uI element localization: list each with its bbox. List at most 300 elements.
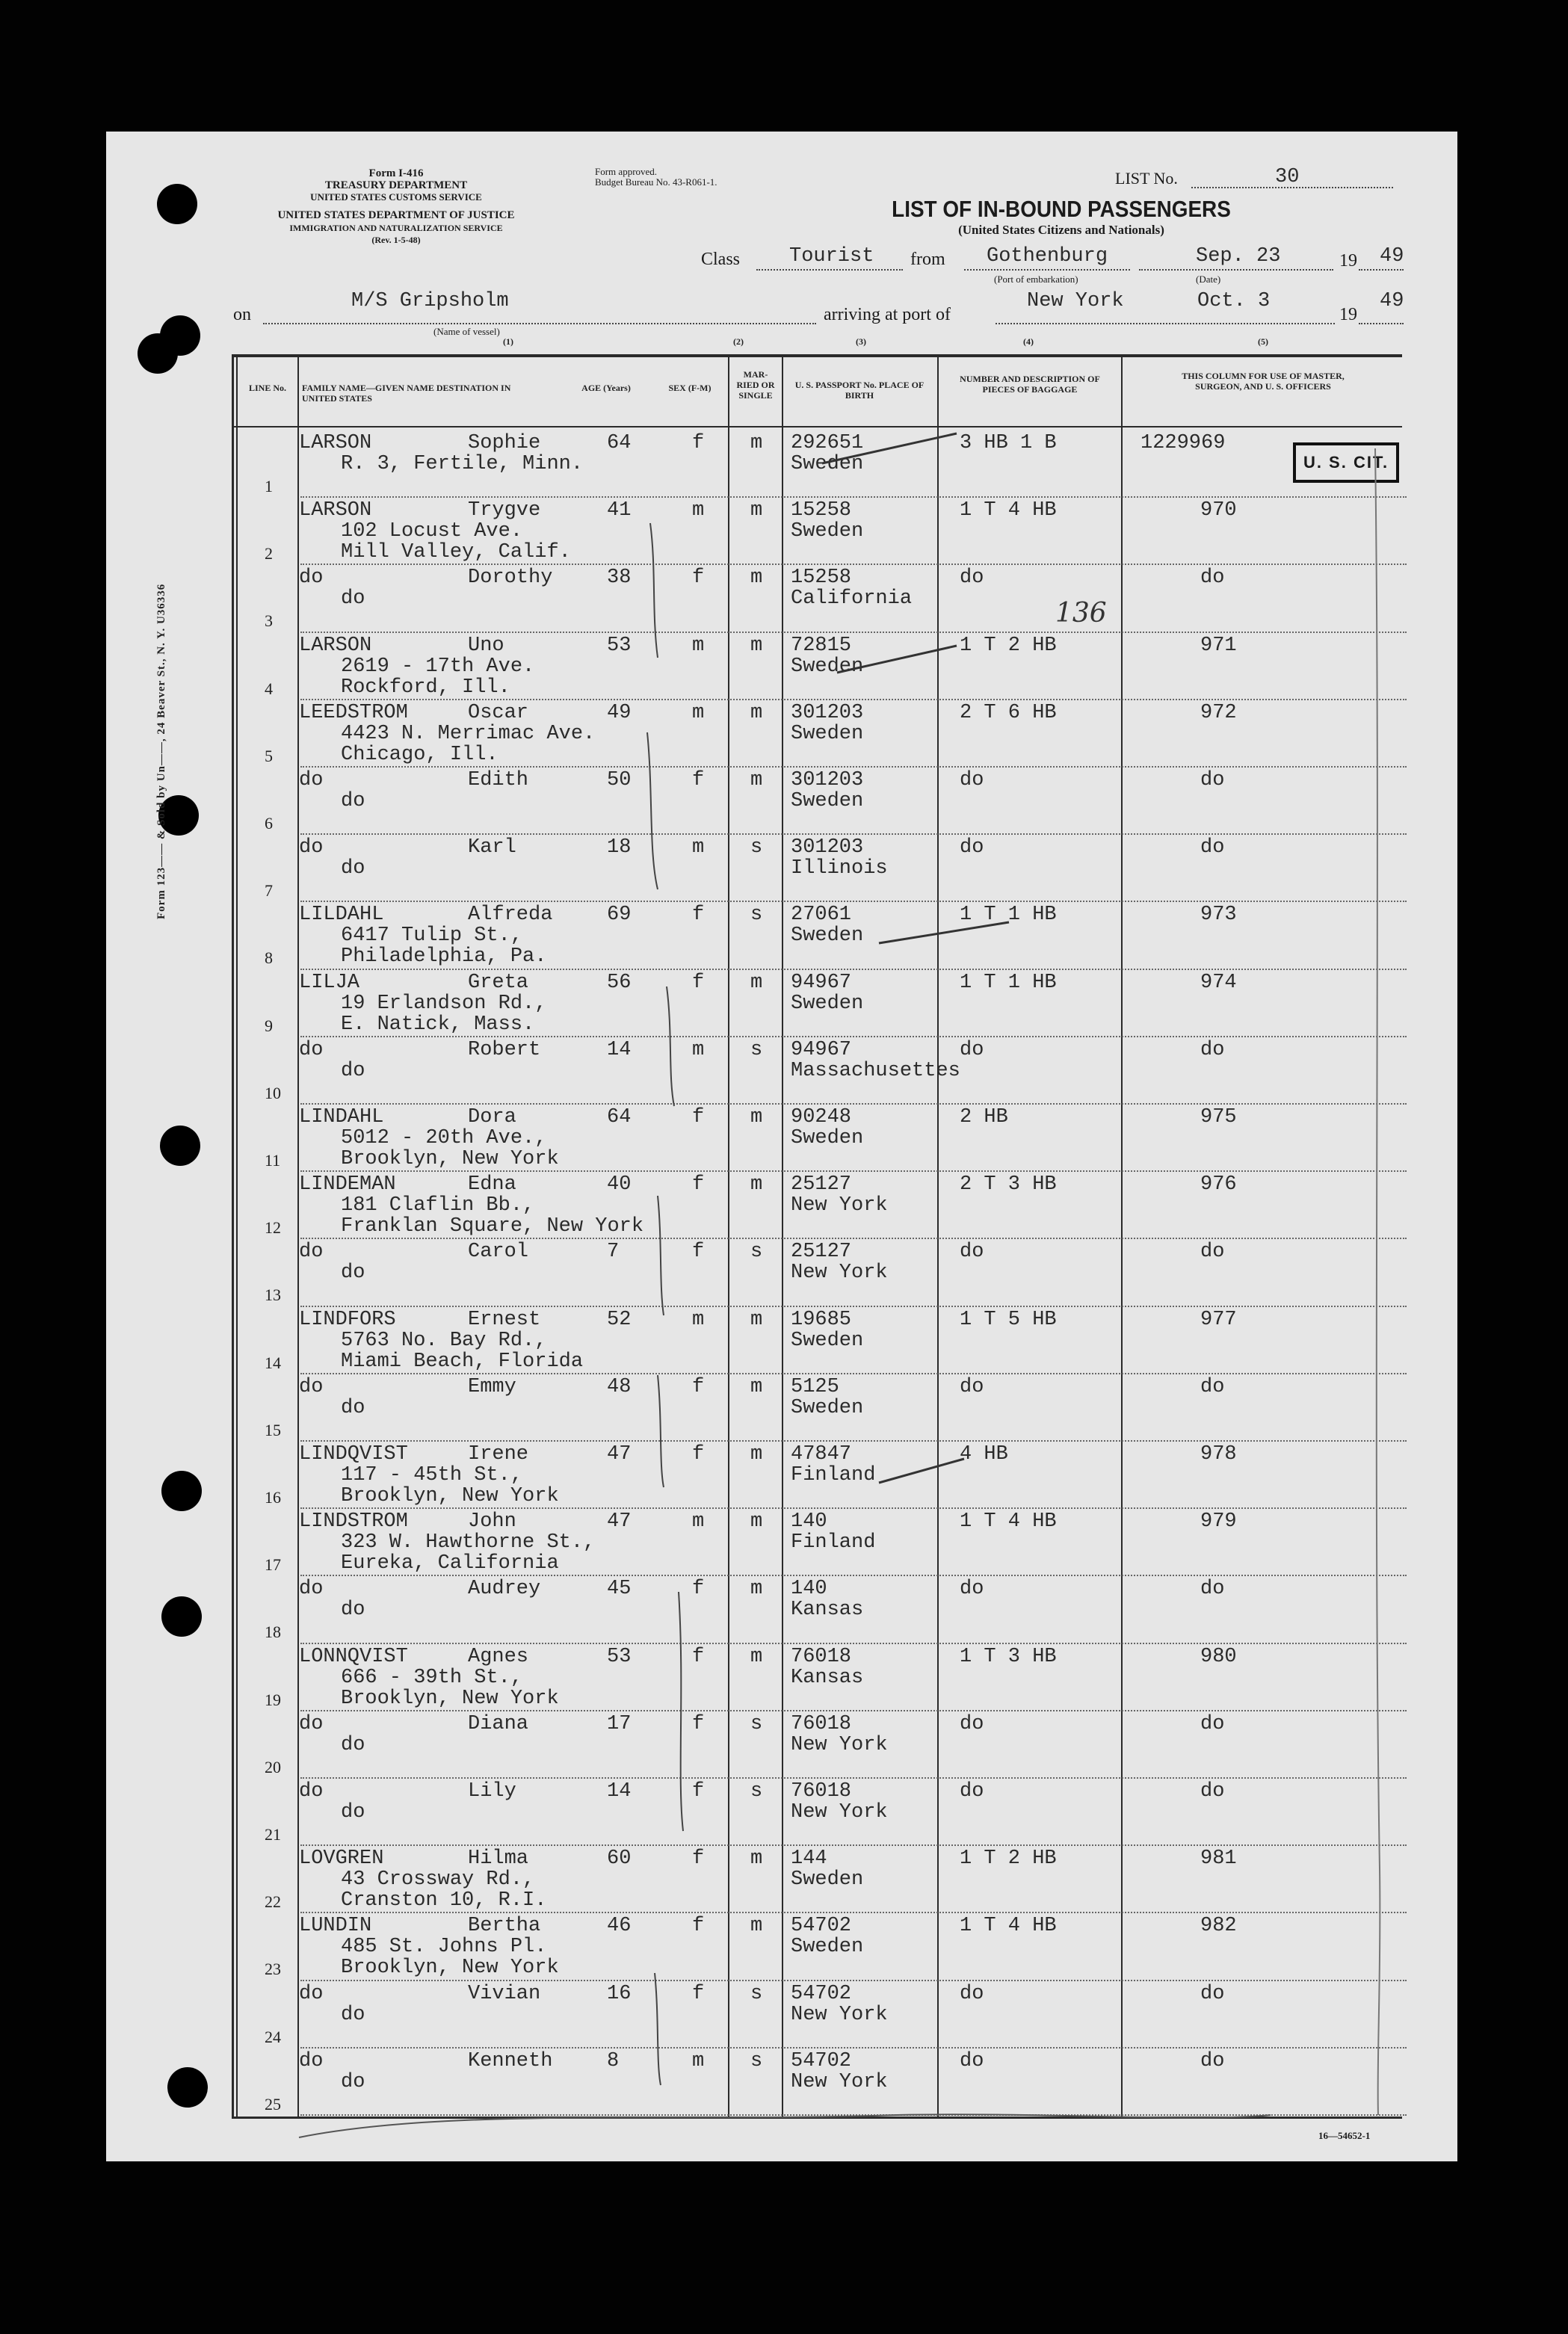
marital-status: m: [750, 971, 763, 994]
marital-status: m: [750, 769, 763, 791]
line-number: 6: [265, 814, 273, 833]
place-of-birth: Sweden: [791, 790, 864, 812]
address-line-1: 4423 N. Merrimac Ave.: [341, 722, 596, 745]
place-of-birth: Kansas: [791, 1666, 864, 1689]
place-of-birth: Sweden: [791, 1868, 864, 1892]
address-line-1: do: [341, 857, 365, 880]
address-line-2: Cranston 10, R.I.: [341, 1889, 547, 1912]
passport-number: 72815: [791, 634, 852, 657]
given-name: Alfreda: [468, 904, 553, 927]
place-of-birth: California: [791, 587, 913, 611]
sex: f: [692, 566, 705, 590]
family-name: LINDFORS: [299, 1308, 396, 1331]
baggage: 1 T 4 HB: [960, 1915, 1057, 1938]
place-of-birth: Finland: [791, 1531, 876, 1555]
passport-number: 47847: [791, 1443, 852, 1466]
family-name: do: [299, 1780, 324, 1803]
age: 60: [607, 1847, 632, 1871]
officer-number: do: [1200, 1712, 1225, 1735]
passport-number: 301203: [791, 769, 864, 791]
address-line-1: do: [341, 1733, 365, 1756]
officer-number: do: [1200, 1780, 1225, 1803]
age: 49: [607, 701, 632, 724]
sex: f: [692, 904, 705, 927]
officer-number: 973: [1200, 904, 1237, 927]
baggage: do: [960, 769, 984, 791]
marital-status: s: [750, 904, 763, 927]
col-header-passport: U. S. PASSPORT No. PLACE OF BIRTH: [794, 380, 925, 401]
line-number: 19: [265, 1690, 281, 1709]
baggage: do: [960, 836, 984, 859]
line-number: 12: [265, 1218, 281, 1238]
given-name: Irene: [468, 1443, 529, 1466]
address-line-2: Brooklyn, New York: [341, 1148, 559, 1170]
family-name: LINDAHL: [299, 1106, 384, 1129]
baggage: 2 HB: [960, 1106, 1008, 1129]
address-line-2: Brooklyn, New York: [341, 1485, 559, 1507]
address-line-2: Brooklyn, New York: [341, 1687, 559, 1710]
class-label: Class: [701, 250, 741, 269]
line-number: 24: [265, 2027, 281, 2046]
marital-status: s: [750, 1241, 763, 1264]
family-name: LEEDSTROM: [299, 701, 408, 724]
place-of-birth: Sweden: [791, 924, 864, 948]
baggage: 3 HB 1 B: [960, 432, 1057, 454]
age: 50: [607, 769, 632, 791]
place-of-birth: Sweden: [791, 1329, 864, 1352]
marital-status: m: [750, 499, 763, 522]
place-of-birth: Sweden: [791, 992, 864, 1015]
family-name: do: [299, 2049, 324, 2072]
arrival-port: New York: [1027, 290, 1124, 312]
address-line-2: Miami Beach, Florida: [341, 1350, 584, 1373]
given-name: Edith: [468, 769, 529, 791]
address-line-2: Mill Valley, Calif.: [341, 541, 571, 564]
sex: f: [692, 1712, 705, 1735]
address-line-1: 666 - 39th St.,: [341, 1666, 523, 1689]
marital-status: m: [750, 1375, 763, 1398]
address-line-2: Rockford, Ill.: [341, 676, 510, 699]
baggage: do: [960, 1712, 984, 1735]
passport-number: 5125: [791, 1375, 839, 1398]
from-label: from: [910, 250, 945, 269]
age: 14: [607, 1780, 632, 1803]
address-line-1: R. 3, Fertile, Minn.: [341, 453, 584, 475]
date-caption: (Date): [1196, 274, 1221, 285]
line-number: 25: [265, 2094, 281, 2114]
family-name: LINDQVIST: [299, 1443, 408, 1466]
address-line-1: 102 Locust Ave.: [341, 520, 523, 543]
passport-number: 27061: [791, 904, 852, 927]
marital-status: m: [750, 1173, 763, 1197]
sex: f: [692, 1645, 705, 1668]
family-name: do: [299, 1578, 324, 1601]
given-name: Dorothy: [468, 566, 553, 590]
passport-number: 25127: [791, 1241, 852, 1264]
us-citizen-stamp: U. S. CIT.: [1293, 442, 1399, 483]
passport-number: 301203: [791, 836, 864, 859]
sex: f: [692, 1173, 705, 1197]
address-line-1: do: [341, 1396, 365, 1419]
line-number: 17: [265, 1555, 281, 1575]
sex: m: [692, 1308, 705, 1331]
address-line-1: do: [341, 1801, 365, 1824]
family-name: do: [299, 1712, 324, 1735]
sex: f: [692, 1915, 705, 1938]
place-of-birth: Sweden: [791, 655, 864, 678]
address-line-1: 6417 Tulip St.,: [341, 924, 523, 948]
line-number: 9: [265, 1016, 273, 1035]
marital-status: m: [750, 1510, 763, 1534]
age: 41: [607, 499, 632, 522]
passport-number: 301203: [791, 701, 864, 724]
address-line-1: do: [341, 587, 365, 611]
address-line-2: Franklan Square, New York: [341, 1215, 644, 1238]
address-line-1: 2619 - 17th Ave.: [341, 655, 535, 678]
departure-year: 49: [1380, 245, 1404, 268]
sex: f: [692, 1847, 705, 1871]
age: 17: [607, 1712, 632, 1735]
age: 45: [607, 1578, 632, 1601]
baggage: 1 T 3 HB: [960, 1645, 1057, 1668]
officer-number: do: [1200, 769, 1225, 791]
col-header-line: LINE No.: [248, 383, 286, 393]
marital-status: s: [750, 1780, 763, 1803]
marital-status: s: [750, 1038, 763, 1061]
age: 47: [607, 1443, 632, 1466]
officer-number: 980: [1200, 1645, 1237, 1668]
passport-number: 76018: [791, 1645, 852, 1668]
passport-number: 54702: [791, 2049, 852, 2072]
passport-number: 144: [791, 1847, 827, 1871]
line-number: 2: [265, 544, 273, 564]
address-line-1: do: [341, 2003, 365, 2026]
family-name: LUNDIN: [299, 1915, 372, 1938]
arriving-label: arriving at port of: [824, 305, 951, 324]
officer-number: 974: [1200, 971, 1237, 994]
given-name: Dora: [468, 1106, 516, 1129]
col-header-age: AGE (Years): [581, 383, 631, 393]
form-revision: (Rev. 1-5-48): [371, 235, 421, 245]
baggage: 1 T 4 HB: [960, 499, 1057, 522]
age: 7: [607, 1241, 620, 1264]
place-of-birth: New York: [791, 2070, 888, 2093]
on-label: on: [233, 305, 251, 324]
passport-number: 25127: [791, 1173, 852, 1197]
officer-number: do: [1200, 566, 1225, 590]
age: 56: [607, 971, 632, 994]
baggage: do: [960, 566, 984, 590]
marital-status: s: [750, 1712, 763, 1735]
sex: f: [692, 971, 705, 994]
place-of-birth: Sweden: [791, 722, 864, 745]
age: 53: [607, 1645, 632, 1668]
marital-status: m: [750, 1915, 763, 1938]
baggage: do: [960, 1578, 984, 1601]
line-number: 20: [265, 1757, 281, 1776]
baggage: 1 T 4 HB: [960, 1510, 1057, 1534]
place-of-birth: Sweden: [791, 453, 864, 475]
baggage: 2 T 6 HB: [960, 701, 1057, 724]
sex: f: [692, 432, 705, 454]
age: 46: [607, 1915, 632, 1938]
given-name: Ernest: [468, 1308, 541, 1331]
port-of-embarkation: Gothenburg: [987, 245, 1108, 268]
address-line-2: Brooklyn, New York: [341, 1957, 559, 1980]
officer-number: 981: [1200, 1847, 1237, 1871]
officer-number: 976: [1200, 1173, 1237, 1197]
passport-number: 94967: [791, 1038, 852, 1061]
form-title: LIST OF IN-BOUND PASSENGERS: [892, 196, 1231, 222]
line-number: 13: [265, 1285, 281, 1305]
sex: f: [692, 769, 705, 791]
year-prefix: 19: [1339, 251, 1357, 271]
address-line-2: E. Natick, Mass.: [341, 1013, 535, 1036]
age: 53: [607, 634, 632, 657]
vessel-caption: (Name of vessel): [433, 326, 500, 337]
sex: m: [692, 2049, 705, 2072]
place-of-birth: Sweden: [791, 1396, 864, 1419]
passport-number: 54702: [791, 1915, 852, 1938]
age: 40: [607, 1173, 632, 1197]
place-of-birth: Sweden: [791, 520, 864, 543]
passport-number: 140: [791, 1578, 827, 1601]
list-no-value: 30: [1275, 166, 1300, 188]
place-of-birth: Sweden: [791, 1936, 864, 1959]
family-name: LONNQVIST: [299, 1645, 408, 1668]
baggage: 4 HB: [960, 1443, 1008, 1466]
given-name: Edna: [468, 1173, 516, 1197]
address-line-1: 5763 No. Bay Rd.,: [341, 1329, 547, 1352]
age: 14: [607, 1038, 632, 1061]
line-number: 1: [265, 477, 273, 495]
address-line-2: Philadelphia, Pa.: [341, 945, 547, 969]
vessel-name: M/S Gripsholm: [351, 290, 509, 312]
age: 69: [607, 904, 632, 927]
footer-code: 16—54652-1: [1318, 2130, 1371, 2141]
address-line-1: do: [341, 2070, 365, 2093]
place-of-birth: Massachusettes: [791, 1059, 960, 1082]
port-caption: (Port of embarkation): [994, 274, 1078, 285]
baggage: do: [960, 1038, 984, 1061]
sex: m: [692, 1038, 705, 1061]
officer-number: do: [1200, 1241, 1225, 1264]
given-name: Greta: [468, 971, 529, 994]
age: 38: [607, 566, 632, 590]
given-name: Uno: [468, 634, 504, 657]
form-subtitle: (United States Citizens and Nationals): [958, 223, 1164, 237]
officer-number: 972: [1200, 701, 1237, 724]
marital-status: m: [750, 1106, 763, 1129]
printer-imprint: Form 123—— & Sold by Un——, 24 Beaver St., N. Y. U36336: [155, 583, 167, 919]
age: 48: [607, 1375, 632, 1398]
line-number: 5: [265, 746, 273, 765]
marital-status: s: [750, 1982, 763, 2005]
col-num-5: (5): [1258, 336, 1268, 347]
age: 47: [607, 1510, 632, 1534]
family-name: LARSON: [299, 634, 372, 657]
given-name: Agnes: [468, 1645, 529, 1668]
age: 52: [607, 1308, 632, 1331]
place-of-birth: New York: [791, 2003, 888, 2026]
arrival-date: Oct. 3: [1197, 290, 1271, 312]
address-line-2: Chicago, Ill.: [341, 743, 499, 766]
given-name: Oscar: [468, 701, 529, 724]
age: 64: [607, 432, 632, 454]
family-name: LOVGREN: [299, 1847, 384, 1871]
col-num-4: (4): [1023, 336, 1034, 347]
family-name: LILDAHL: [299, 904, 384, 927]
line-number: 16: [265, 1488, 281, 1507]
dept-treasury: TREASURY DEPARTMENT: [324, 179, 468, 191]
passport-number: 94967: [791, 971, 852, 994]
sex: f: [692, 1982, 705, 2005]
year-prefix-2: 19: [1339, 305, 1357, 324]
marital-status: m: [750, 701, 763, 724]
baggage: 1 T 1 HB: [960, 971, 1057, 994]
baggage: do: [960, 1982, 984, 2005]
departure-date: Sep. 23: [1196, 245, 1281, 268]
officer-number: 979: [1200, 1510, 1237, 1534]
given-name: Lily: [468, 1780, 516, 1803]
marital-status: m: [750, 1443, 763, 1466]
list-no-label: LIST No.: [1115, 169, 1178, 188]
form-number: Form I-416: [368, 167, 424, 179]
line-number: 8: [265, 948, 273, 968]
marital-status: m: [750, 432, 763, 454]
officer-number: 978: [1200, 1443, 1237, 1466]
passport-number: 140: [791, 1510, 827, 1534]
given-name: Vivian: [468, 1982, 541, 2005]
line-number: 11: [265, 1151, 281, 1170]
place-of-birth: New York: [791, 1801, 888, 1824]
family-name: LINDEMAN: [299, 1173, 396, 1197]
given-name: John: [468, 1510, 516, 1534]
given-name: Hilma: [468, 1847, 529, 1871]
address-line-1: 485 St. Johns Pl.: [341, 1936, 547, 1959]
family-name: do: [299, 1375, 324, 1398]
address-line-1: 5012 - 20th Ave.,: [341, 1127, 547, 1149]
place-of-birth: New York: [791, 1194, 888, 1217]
marital-status: m: [750, 634, 763, 657]
officer-number: 970: [1200, 499, 1237, 522]
marital-status: m: [750, 1847, 763, 1871]
col-header-sex: SEX (F-M): [668, 383, 712, 393]
baggage: 2 T 3 HB: [960, 1173, 1057, 1197]
officer-number: do: [1200, 1982, 1225, 2005]
officer-number: do: [1200, 1038, 1225, 1061]
sex: f: [692, 1375, 705, 1398]
baggage: 1 T 5 HB: [960, 1308, 1057, 1331]
family-name: LARSON: [299, 499, 372, 522]
address-line-1: do: [341, 1599, 365, 1622]
dept-customs: UNITED STATES CUSTOMS SERVICE: [310, 191, 482, 203]
officer-number: 971: [1200, 634, 1237, 657]
given-name: Kenneth: [468, 2049, 553, 2072]
place-of-birth: Finland: [791, 1464, 876, 1486]
arrival-year: 49: [1380, 290, 1404, 312]
budget-bureau: Budget Bureau No. 43-R061-1.: [595, 176, 717, 188]
passport-number: 15258: [791, 499, 852, 522]
place-of-birth: New York: [791, 1262, 888, 1285]
sex: m: [692, 499, 705, 522]
family-name: LARSON: [299, 432, 372, 454]
address-line-1: do: [341, 1059, 365, 1082]
officer-number: 1229969: [1140, 432, 1226, 454]
passport-number: 90248: [791, 1106, 852, 1129]
sex: f: [692, 1443, 705, 1466]
col-header-married: MAR-RIED OR SINGLE: [736, 369, 775, 401]
baggage: do: [960, 1375, 984, 1398]
baggage: do: [960, 1780, 984, 1803]
line-number: 23: [265, 1960, 281, 1979]
address-line-2: Eureka, California: [341, 1552, 559, 1575]
family-name: do: [299, 566, 324, 590]
line-number: 7: [265, 881, 273, 901]
col-header-officers: THIS COLUMN FOR USE OF MASTER, SURGEON, AND U. S. OFFICERS: [1182, 371, 1345, 392]
passport-number: 76018: [791, 1712, 852, 1735]
line-number: 3: [265, 611, 273, 631]
passport-number: 76018: [791, 1780, 852, 1803]
baggage: 1 T 2 HB: [960, 1847, 1057, 1871]
age: 64: [607, 1106, 632, 1129]
officer-number: 975: [1200, 1106, 1237, 1129]
sex: f: [692, 1578, 705, 1601]
baggage: do: [960, 1241, 984, 1264]
family-name: LILJA: [299, 971, 360, 994]
officer-number: do: [1200, 2049, 1225, 2072]
family-name: do: [299, 1982, 324, 2005]
line-number: 10: [265, 1083, 281, 1102]
place-of-birth: Sweden: [791, 1127, 864, 1149]
line-number: 18: [265, 1623, 281, 1642]
place-of-birth: Illinois: [791, 857, 888, 880]
officer-number: do: [1200, 1578, 1225, 1601]
sex: m: [692, 836, 705, 859]
age: 16: [607, 1982, 632, 2005]
address-line-1: 323 W. Hawthorne St.,: [341, 1531, 596, 1555]
family-name: do: [299, 1241, 324, 1264]
given-name: Karl: [468, 836, 516, 859]
passport-number: 292651: [791, 432, 864, 454]
address-line-1: 19 Erlandson Rd.,: [341, 992, 547, 1015]
marital-status: m: [750, 1308, 763, 1331]
marital-status: s: [750, 836, 763, 859]
given-name: Carol: [468, 1241, 529, 1264]
col-header-baggage: NUMBER AND DESCRIPTION OF PIECES OF BAGGAGE: [960, 374, 1100, 395]
passport-number: 19685: [791, 1308, 852, 1331]
sex: f: [692, 1241, 705, 1264]
col-num-2: (2): [733, 336, 744, 347]
place-of-birth: Kansas: [791, 1599, 864, 1622]
class-value: Tourist: [789, 245, 874, 268]
marital-status: s: [750, 2049, 763, 2072]
given-name: Diana: [468, 1712, 529, 1735]
family-name: LINDSTROM: [299, 1510, 408, 1534]
officer-number: do: [1200, 1375, 1225, 1398]
given-name: Emmy: [468, 1375, 516, 1398]
baggage: 1 T 1 HB: [960, 904, 1057, 927]
officer-number: 982: [1200, 1915, 1237, 1938]
place-of-birth: New York: [791, 1733, 888, 1756]
line-number: 22: [265, 1892, 281, 1912]
baggage-note: 136: [1055, 598, 1107, 629]
line-number: 14: [265, 1353, 281, 1372]
sex: m: [692, 1510, 705, 1534]
family-name: do: [299, 836, 324, 859]
line-number: 15: [265, 1420, 281, 1439]
officer-number: 977: [1200, 1308, 1237, 1331]
